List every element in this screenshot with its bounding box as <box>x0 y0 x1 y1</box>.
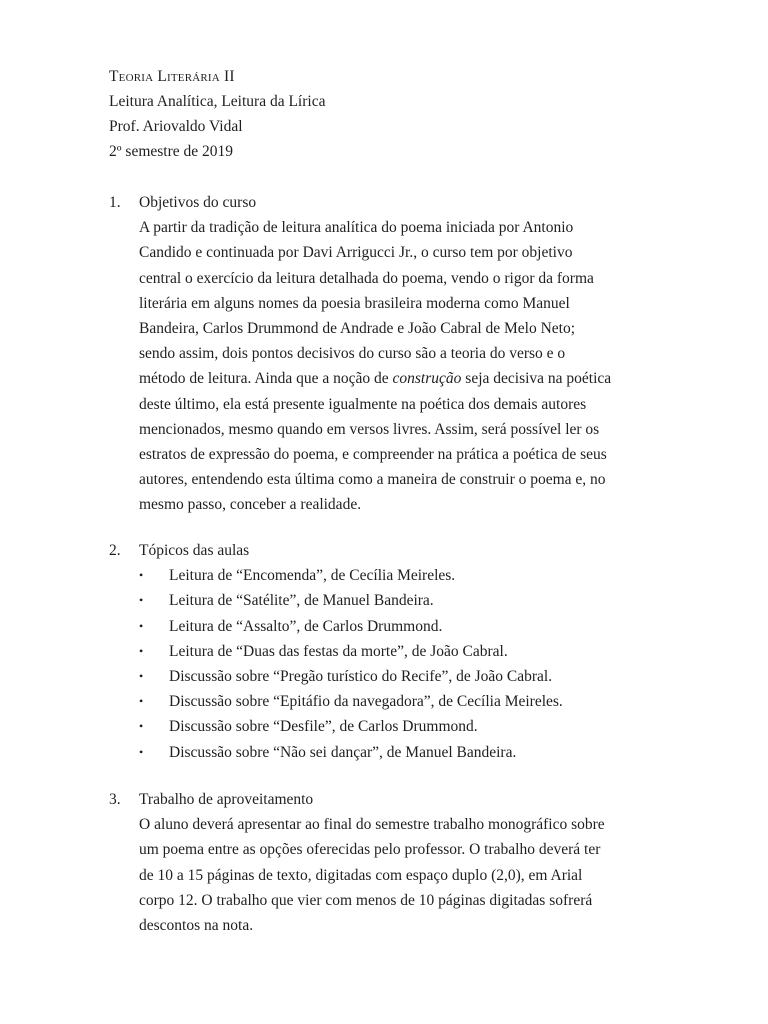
paragraph-line: um poema entre as opções oferecidas pelo professor. O trabalho deverá ter <box>139 841 601 859</box>
section-number: 1. <box>109 194 121 211</box>
list-item <box>139 714 669 739</box>
paragraph-line: deste último, ela está presente igualmente na poética dos demais autores <box>139 395 587 413</box>
text-run: método de leitura. Ainda que a noção de <box>139 370 393 388</box>
paragraph-line: sendo assim, dois pontos decisivos do curso são a teoria do verso e o <box>139 345 566 363</box>
professor-name: Prof. Ariovaldo Vidal <box>109 118 243 135</box>
section-objectives <box>109 190 669 518</box>
paragraph-line: Candido e continuada por Davi Arrigucci Jr., o curso tem por objetivo <box>139 244 573 262</box>
section-heading <box>109 787 669 812</box>
assignment-paragraph <box>139 812 665 938</box>
list-item-text: Discussão sobre “Pregão turístico do Recife”, de João Cabral. <box>169 668 553 686</box>
section-number: 3. <box>109 791 121 808</box>
paragraph-line: descontos na nota. <box>139 917 254 935</box>
list-item-text: Discussão sobre “Não sei dançar”, de Manuel Bandeira. <box>169 743 517 761</box>
paragraph-line: A partir da tradição de leitura analítica do poema iniciada por Antonio <box>139 219 574 237</box>
semester: 2º semestre de 2019 <box>109 143 234 160</box>
list-item <box>139 639 669 664</box>
section-title: Objetivos do curso <box>139 194 257 211</box>
bullet-icon: • <box>139 643 144 658</box>
list-item <box>139 689 669 714</box>
list-item <box>139 614 669 639</box>
bullet-icon: • <box>139 669 144 684</box>
section-heading <box>109 538 669 563</box>
bullet-icon: • <box>139 568 144 583</box>
paragraph-line: autores, entendendo esta última como a maneira de construir o poema e, no <box>139 471 606 489</box>
paragraph-line <box>139 366 665 391</box>
course-title: Teoria Literária II <box>109 68 235 85</box>
paragraph-line: estratos de expressão do poema, e compreender na prática a poética de seus <box>139 446 607 464</box>
section-heading <box>109 190 669 215</box>
paragraph-line: mesmo passo, conceber a realidade. <box>139 496 362 514</box>
paragraph-line: corpo 12. O trabalho que vier com menos de 10 páginas digitadas sofrerá <box>139 891 593 909</box>
bullet-icon: • <box>139 744 144 759</box>
bullet-icon: • <box>139 618 144 633</box>
list-item-text: Leitura de “Encomenda”, de Cecília Meireles. <box>169 567 456 585</box>
list-item <box>139 740 669 765</box>
section-assignment <box>109 787 669 938</box>
section-title: Trabalho de aproveitamento <box>139 791 314 808</box>
section-number: 2. <box>109 542 121 559</box>
list-item-text: Discussão sobre “Epitáfio da navegadora”, de Cecília Meireles. <box>169 693 563 711</box>
section-topics <box>109 538 669 765</box>
bullet-icon: • <box>139 593 144 608</box>
italic-term: construção <box>392 370 462 388</box>
paragraph-line: de 10 a 15 páginas de texto, digitadas com espaço duplo (2,0), em Arial <box>139 866 583 884</box>
list-item <box>139 588 669 613</box>
paragraph-line: mencionados, mesmo quando em versos livres. Assim, será possível ler os <box>139 420 600 438</box>
document-header <box>109 64 325 164</box>
objectives-paragraph <box>139 215 665 517</box>
topics-list <box>139 563 669 765</box>
bullet-icon: • <box>139 694 144 709</box>
text-run: seja decisiva na poética <box>461 370 612 388</box>
section-title: Tópicos das aulas <box>139 542 250 559</box>
paragraph-line: O aluno deverá apresentar ao final do semestre trabalho monográfico sobre <box>139 816 605 834</box>
paragraph-line: Bandeira, Carlos Drummond de Andrade e João Cabral de Melo Neto; <box>139 320 576 338</box>
bullet-icon: • <box>139 719 144 734</box>
paragraph-line: literária em alguns nomes da poesia brasileira moderna como Manuel <box>139 294 570 312</box>
list-item-text: Leitura de “Assalto”, de Carlos Drummond. <box>169 617 443 635</box>
list-item <box>139 563 669 588</box>
course-subtitle: Leitura Analítica, Leitura da Lírica <box>109 93 326 110</box>
list-item-text: Discussão sobre “Desfile”, de Carlos Drummond. <box>169 718 478 736</box>
list-item <box>139 664 669 689</box>
list-item-text: Leitura de “Satélite”, de Manuel Bandeira. <box>169 592 434 610</box>
paragraph-line: central o exercício da leitura detalhada do poema, vendo o rigor da forma <box>139 269 594 287</box>
list-item-text: Leitura de “Duas das festas da morte”, de João Cabral. <box>169 642 508 660</box>
